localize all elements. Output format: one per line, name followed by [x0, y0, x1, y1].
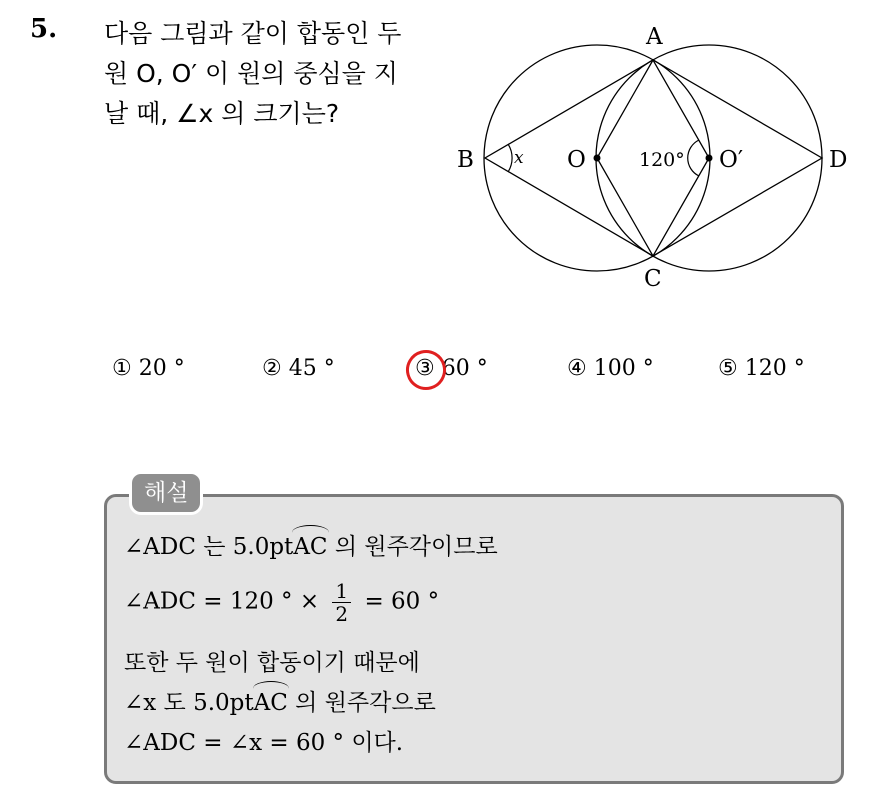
label-a: A [646, 24, 663, 50]
solution-tag: 해설 [129, 471, 203, 515]
choice-2[interactable]: ② 45 ° [262, 356, 335, 381]
point-o-prime [706, 155, 713, 162]
question-text [104, 14, 444, 134]
circles-diagram [440, 20, 860, 300]
choice-5[interactable]: ⑤ 120 ° [718, 356, 805, 381]
question-number: 5. [30, 14, 58, 44]
answer-choices [112, 356, 832, 396]
solution-line-4: ∠x 도 5.0ptAC 의 원주각으로 [124, 690, 436, 716]
angle-x-arc [508, 144, 512, 172]
label-b: B [457, 147, 474, 173]
choice-3[interactable]: ③ 60 ° [415, 356, 488, 381]
label-x: x [514, 148, 524, 168]
solution-line-2: ∠ADC = 120 ° × $\frac{1}{2}$ = 60 ° [124, 579, 440, 626]
question-line-2: 원 O, O′ 이 원의 중심을 지 [104, 59, 398, 88]
angle-120-arc [688, 140, 699, 176]
solution-line-1: ∠ADC 는 5.0ptAC 의 원주각이므로 [124, 534, 498, 560]
point-o [594, 155, 601, 162]
solution-line-5: ∠ADC = ∠x = 60 ° 이다. [124, 730, 404, 756]
label-o-prime: O′ [719, 147, 744, 173]
label-angle-120: 120° [639, 149, 685, 171]
arc-ac: AC [293, 534, 328, 560]
geometry-figure [440, 20, 860, 300]
choice-4[interactable]: ④ 100 ° [567, 356, 654, 381]
arc-ac-2: AC [253, 690, 288, 716]
fraction-one-half: $\frac{1}{2}$ [332, 580, 351, 625]
question-line-3: 날 때, ∠x 의 크기는? [104, 99, 340, 128]
question-line-1: 다음 그림과 같이 합동인 두 [104, 19, 402, 48]
choice-1[interactable]: ① 20 ° [112, 356, 185, 381]
label-c: C [644, 266, 662, 292]
label-d: D [829, 147, 848, 173]
solution-line-3: 또한 두 원이 합동이기 때문에 [124, 650, 420, 676]
label-o: O [567, 147, 586, 173]
